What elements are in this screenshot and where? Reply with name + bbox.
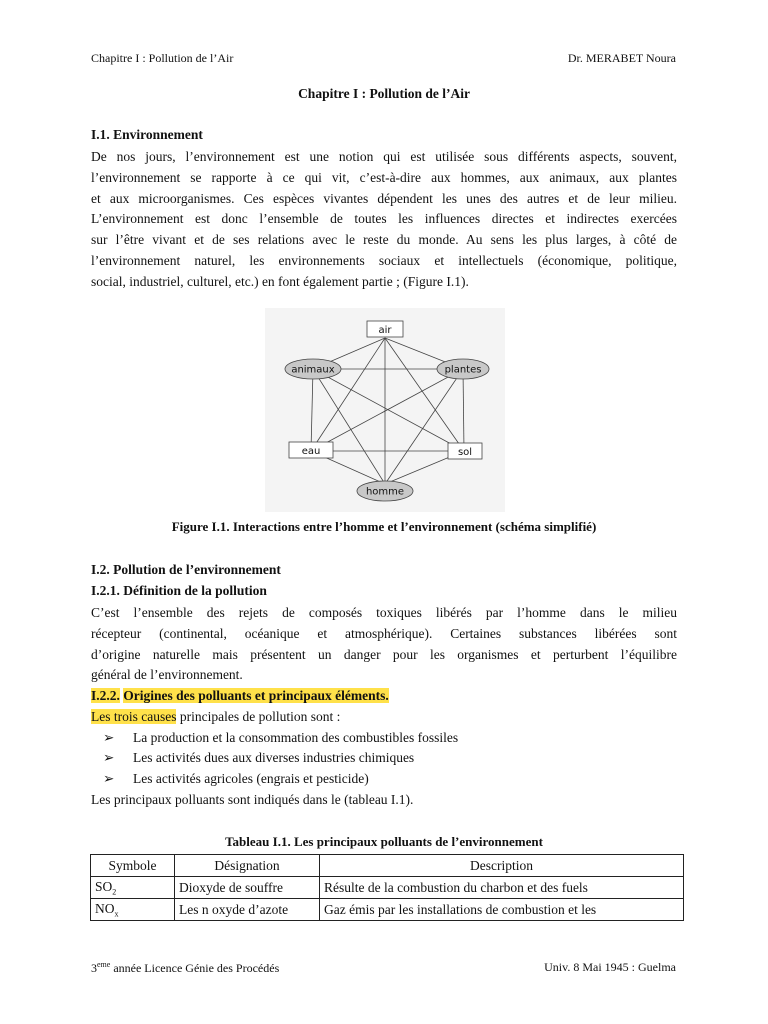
symbol-text: SO xyxy=(95,878,113,894)
footer-superscript: eme xyxy=(97,960,111,969)
paragraph-line: l’environnement se rapporte à ce qui vit, c’est-à-dire aux hommes, aux animaux, aux plantes xyxy=(91,169,677,185)
paragraph-line: C’est l’ensemble des rejets de composés toxiques libérés par l’homme dans le milieu xyxy=(91,605,677,620)
paragraph-line: L’environnement est donc l’ensemble de toutes les influences directes et indirectes exercées xyxy=(91,211,677,227)
table-row xyxy=(91,877,684,899)
bullet-item xyxy=(103,771,369,787)
paragraph-environnement xyxy=(91,147,677,293)
symbol-subscript: x xyxy=(114,909,119,919)
highlighted-phrase: Les trois causes xyxy=(91,709,177,724)
table-caption: Tableau I.1. Les principaux polluants de l’environnement xyxy=(225,834,543,849)
node-homme-label: homme xyxy=(365,486,405,498)
cell-symbol xyxy=(91,899,175,921)
cell-description: Gaz émis par les installations de combustion et les xyxy=(320,899,684,921)
page-title: Chapitre I : Pollution de l’Air xyxy=(298,86,470,101)
arrow-bullet-icon: ➢ xyxy=(103,771,115,786)
table-intro: Les principaux polluants sont indiqués dans le (tableau I.1). xyxy=(91,792,414,807)
section-heading-environnement: I.1. Environnement xyxy=(91,127,203,142)
column-header-symbole: Symbole xyxy=(91,855,175,877)
paragraph-line: récepteur (continental, océanique et atmosphérique). Certaines substances libérées sont xyxy=(91,625,677,641)
node-animaux-label: animaux xyxy=(291,364,335,376)
symbol-text: NO xyxy=(95,900,115,916)
figure-caption: Figure I.1. Interactions entre l’homme et l’environnement (schéma simplifié) xyxy=(171,519,597,534)
footer-year-number: 3 xyxy=(91,961,97,975)
heading-number: I.2.2. xyxy=(91,688,120,703)
bullet-item xyxy=(103,730,458,746)
causes-intro xyxy=(91,709,340,725)
paragraph-line: De nos jours, l’environnement est une notion qui est utilisée sous différents aspects, souvent, xyxy=(91,149,677,164)
cell-designation: Les n oxyde d’azote xyxy=(175,899,320,921)
column-header-description: Description xyxy=(320,855,684,877)
paragraph-line: et aux microorganismes. Ces espèces vivantes dépendent les unes des autres et de leur milieu. xyxy=(91,190,677,206)
bullet-text: Les activités agricoles (engrais et pesticide) xyxy=(133,771,369,786)
running-header-right: Dr. MERABET Noura xyxy=(567,51,676,65)
section-heading-pollution: I.2. Pollution de l’environnement xyxy=(91,562,281,577)
heading-text-highlighted: Origines des polluants et principaux éléments. xyxy=(123,688,389,703)
paragraph-line: social, industriel, culturel, etc.) en font également partie ; (Figure I.1). xyxy=(91,273,469,289)
cell-description: Résulte de la combustion du charbon et des fuels xyxy=(320,877,684,899)
bullet-item xyxy=(103,750,414,766)
bullet-text: La production et la consommation des combustibles fossiles xyxy=(133,730,459,745)
interaction-diagram xyxy=(265,308,505,512)
symbol-subscript: 2 xyxy=(112,887,117,897)
subsection-heading-definition: I.2.1. Définition de la pollution xyxy=(91,583,267,598)
paragraph-line: sur l’être vivant et de ses relations avec le reste du monde. Au sens les plus larges, à côté de xyxy=(91,232,677,248)
causes-intro-text: principales de pollution sont : xyxy=(176,709,341,724)
arrow-bullet-icon: ➢ xyxy=(103,730,115,745)
table-header-row xyxy=(91,855,684,877)
paragraph-line: général de l’environnement. xyxy=(91,667,243,683)
paragraph-definition xyxy=(91,603,677,686)
running-header-left: Chapitre I : Pollution de l’Air xyxy=(91,51,234,65)
subsection-heading-origines xyxy=(91,688,389,704)
bullet-text: Les activités dues aux diverses industries chimiques xyxy=(133,750,415,765)
footer-course: année Licence Génie des Procédés xyxy=(110,961,280,975)
table-row xyxy=(91,899,684,921)
arrow-bullet-icon: ➢ xyxy=(103,750,115,765)
node-air-label: air xyxy=(378,325,392,336)
paragraph-line: l’environnement naturel, les environnements sociaux et intellectuels (économique, politique, xyxy=(91,252,677,268)
cell-symbol xyxy=(91,877,175,899)
node-sol-label: sol xyxy=(457,447,473,458)
node-eau-label: eau xyxy=(301,446,321,457)
node-plantes-label: plantes xyxy=(444,364,482,376)
running-footer-left xyxy=(91,960,279,976)
paragraph-line: d’origine naturelle mais présentent un danger pour les organismes et perturbent l’équilibre xyxy=(91,646,677,662)
cell-designation: Dioxyde de souffre xyxy=(175,877,320,899)
running-footer-right: Univ. 8 Mai 1945 : Guelma xyxy=(544,960,676,974)
pollutants-table xyxy=(90,854,684,921)
column-header-designation: Désignation xyxy=(175,855,320,877)
